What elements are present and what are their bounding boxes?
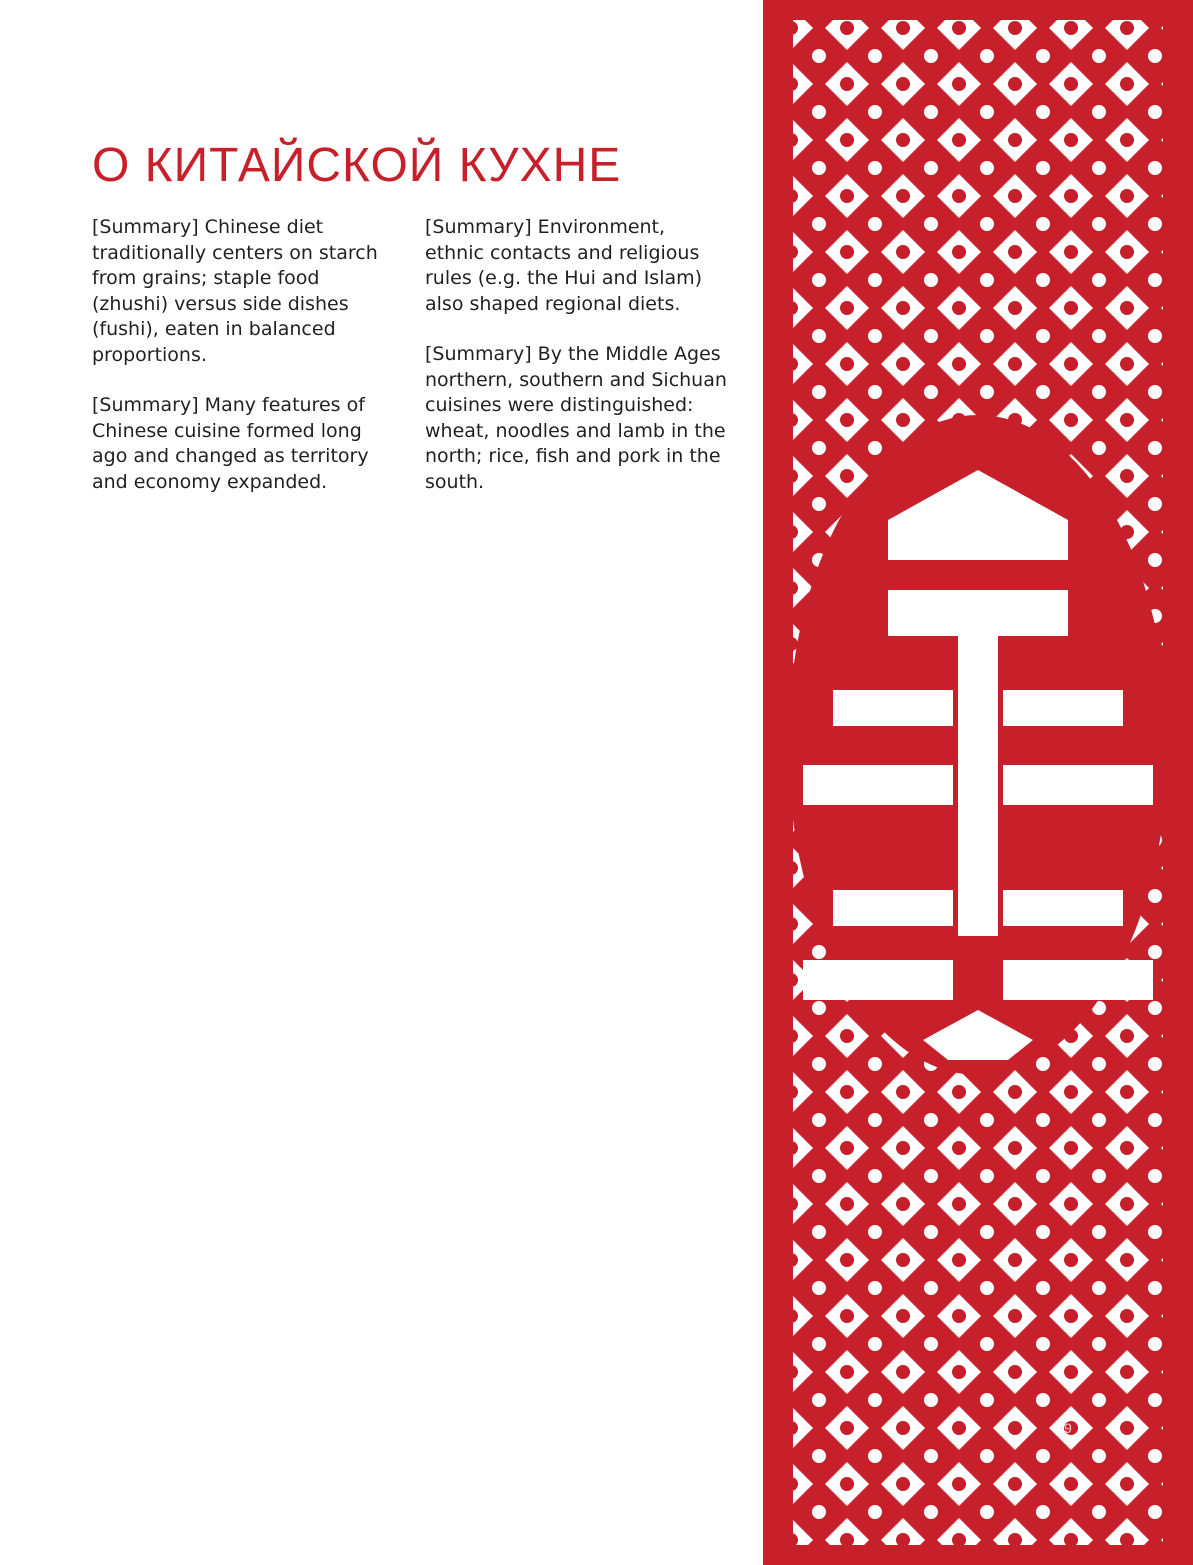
- paragraph: [Summary] By the Middle Ages northern, southern and Sichuan cuisines were distinguished: wheat, noodles and lamb in the north; rice, fish and pork in the south.: [425, 343, 727, 493]
- text-column-right: [425, 215, 730, 520]
- page-title: О КИТАЙСКОЙ КУХНЕ: [92, 139, 622, 192]
- text-column-left: [92, 215, 397, 520]
- paragraph: [Summary] Chinese diet traditionally centers on starch from grains; staple food (zhushi) versus side dishes (fushi), eaten in balanced proportions.: [92, 216, 378, 366]
- page-number: 9: [1064, 1420, 1072, 1436]
- paragraph: [Summary] Many features of Chinese cuisine formed long ago and changed as territory and economy expanded.: [92, 394, 369, 493]
- paper-cut-panel: [763, 0, 1193, 1565]
- paragraph: [Summary] Environment, ethnic contacts and religious rules (e.g. the Hui and Islam) also shaped regional diets.: [425, 216, 703, 315]
- paper-cut-double-happiness-icon: [763, 0, 1193, 1565]
